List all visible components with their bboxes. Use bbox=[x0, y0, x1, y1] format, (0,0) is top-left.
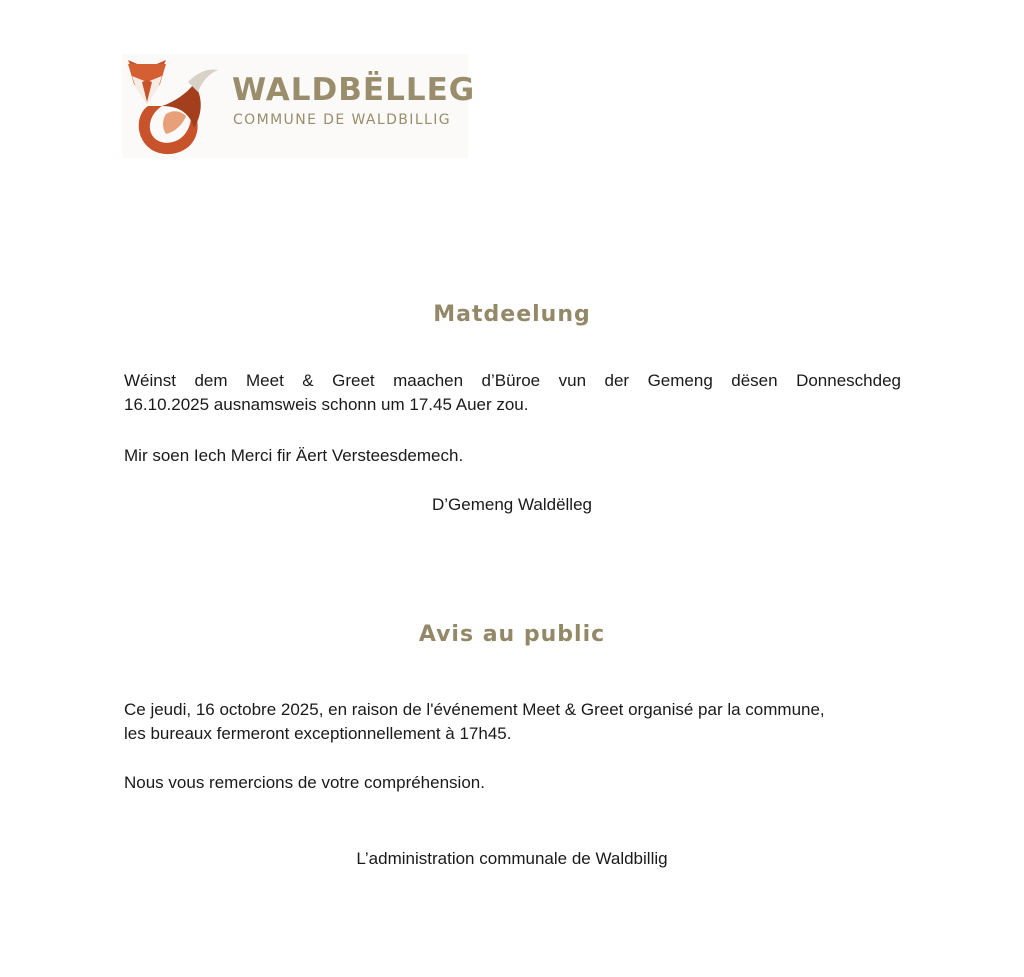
paragraph-lb-1-line-1: Wéinst dem Meet & Greet maachen d’Büroe vun der Gemeng dësen Donneschdeg bbox=[124, 371, 901, 390]
logo-subtitle: COMMUNE DE WALDBILLIG bbox=[233, 112, 451, 128]
paragraph-fr-1-line-1: Ce jeudi, 16 octobre 2025, en raison de l'événement Meet & Greet organisé par la commune, bbox=[124, 700, 825, 719]
paragraph-fr-1-line-2: les bureaux fermeront exceptionnellement à 17h45. bbox=[124, 724, 512, 743]
heading-matdeelung: Matdeelung bbox=[433, 302, 591, 327]
signature-lb: D’Gemeng Waldëlleg bbox=[432, 495, 592, 514]
paragraph-fr-1 bbox=[124, 698, 901, 746]
fox-icon bbox=[122, 54, 226, 158]
signature-fr: L’administration communale de Waldbillig bbox=[356, 849, 668, 868]
heading-avis-au-public: Avis au public bbox=[418, 622, 606, 647]
logo-name: WALDBËLLEG bbox=[232, 72, 476, 108]
paragraph-fr-2: Nous vous remercions de votre compréhension. bbox=[124, 773, 485, 792]
paragraph-lb-1 bbox=[124, 369, 901, 417]
paragraph-lb-1-line-2: 16.10.2025 ausnamsweis schonn um 17.45 Auer zou. bbox=[124, 395, 529, 414]
commune-logo bbox=[122, 54, 476, 158]
paragraph-lb-2: Mir soen Iech Merci fir Äert Versteesdemech. bbox=[124, 446, 464, 465]
